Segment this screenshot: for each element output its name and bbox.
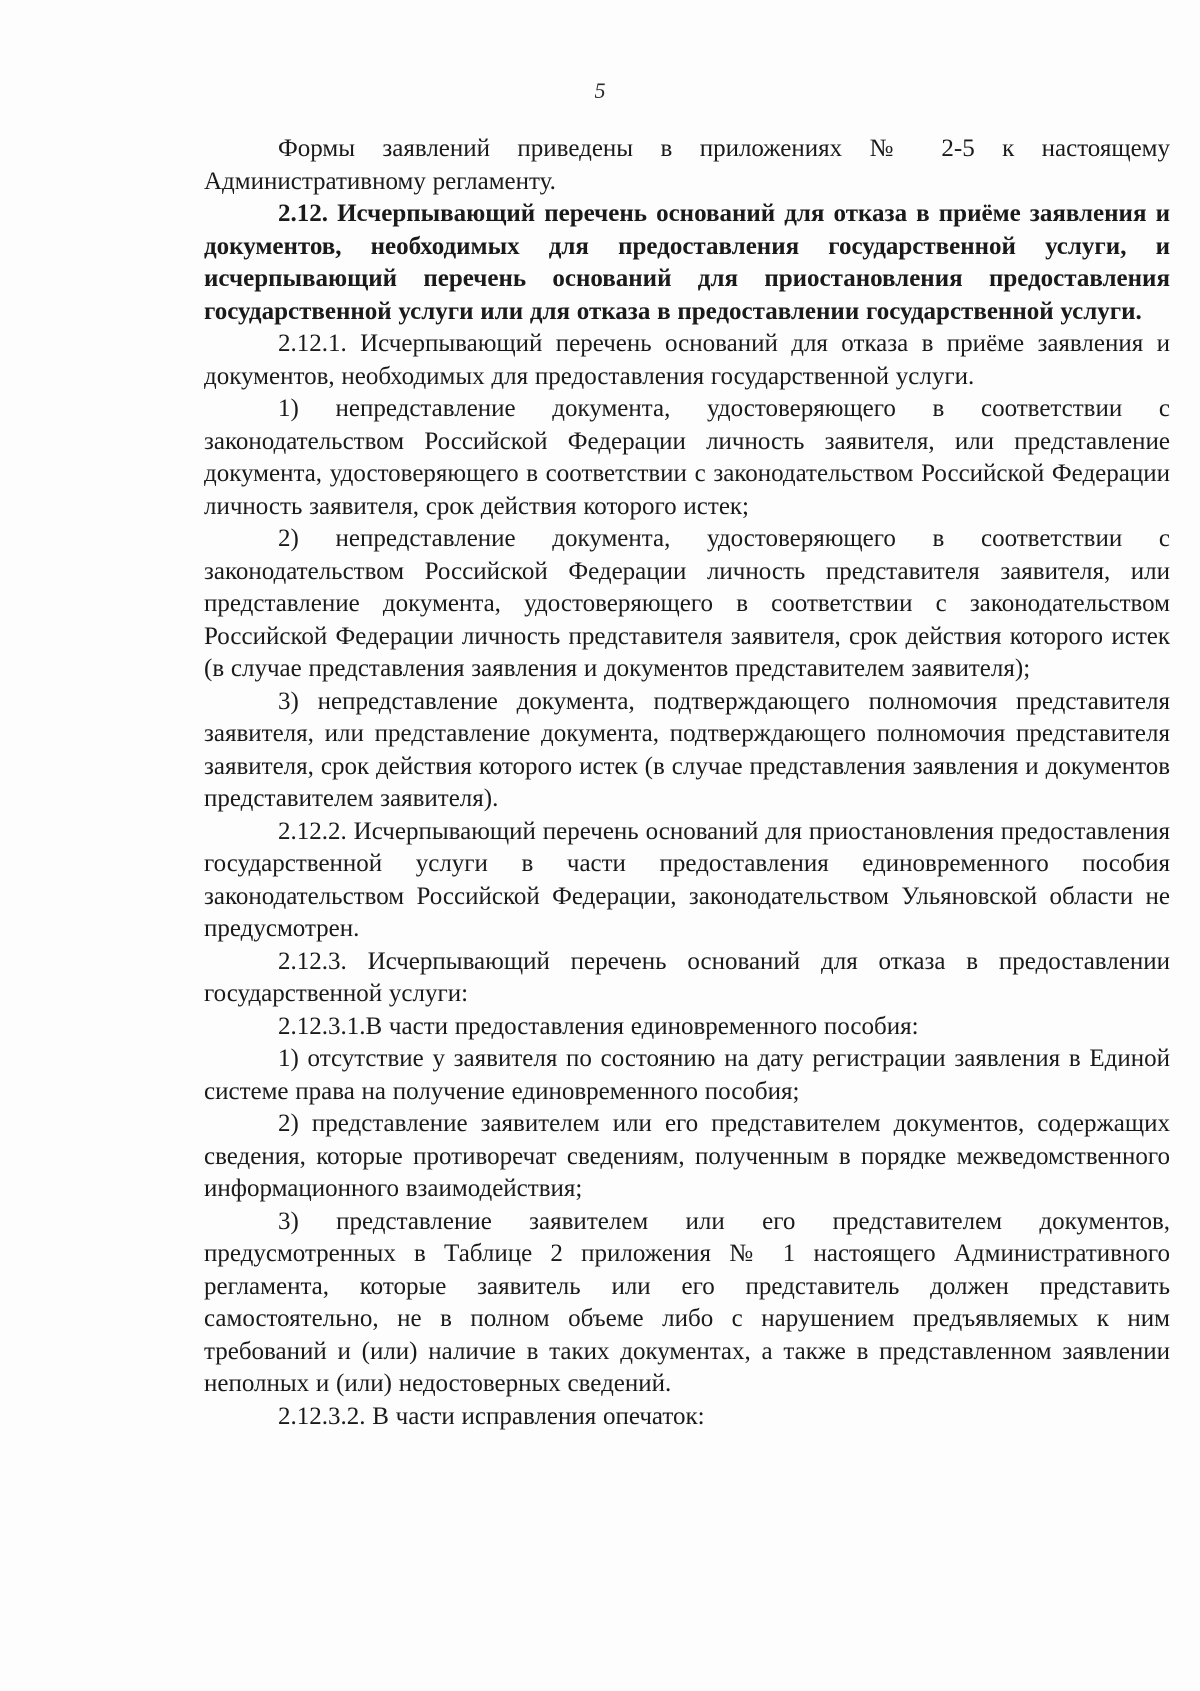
document-body [204,133,1170,1433]
paragraph-2-12-2: 2.12.2. Исчерпывающий перечень оснований для приостановления предоставления государственной услуги в части предоставления единовременного пособия законодательством Российской Федерации, законодательством Ульяновской области не предусмотрен. [204,817,1170,942]
paragraph-2-12-3-1: 2.12.3.1.В части предоставления единовременного пособия: [278,1012,919,1040]
list-item-2-12-3-1-2: 2) представление заявителем или его представителем документов, содержащих сведения, которые противоречат сведениям, полученным в порядке межведомственного информационного взаимодействия; [204,1110,1170,1202]
paragraph-2-12-3-2: 2.12.3.2. В части исправления опечаток: [278,1402,705,1430]
list-item-2-12-1-3: 3) непредставление документа, подтверждающего полномочия представителя заявителя, или представление документа, подтверждающего полномочия представителя заявителя, срок действия которого истек (в случае представления заявления и документов представителем заявителя). [204,687,1170,812]
paragraph-forms-note: Формы заявлений приведены в приложениях № 2-5 к настоящему Административному регламенту. [204,135,1170,195]
paragraph-2-12-3: 2.12.3. Исчерпывающий перечень оснований для отказа в предоставлении государственной услуги: [204,947,1170,1007]
list-item-2-12-1-1: 1) непредставление документа, удостоверяющего в соответствии с законодательством Российской Федерации личность заявителя, или представление документа, удостоверяющего в соответствии с законодательством Российской Федерации личность заявителя, срок действия которого истек; [204,395,1170,520]
section-heading-2-12: 2.12. Исчерпывающий перечень оснований для отказа в приёме заявления и документов, необходимых для предоставления государственной услуги, и исчерпывающий перечень оснований для приостановления предоставления государственной услуги или для отказа в предоставлении государственной услуги. [204,200,1170,325]
paragraph-2-12-1: 2.12.1. Исчерпывающий перечень оснований для отказа в приёме заявления и документов, необходимых для предоставления государственной услуги. [204,330,1170,390]
list-item-2-12-3-1-1: 1) отсутствие у заявителя по состоянию на дату регистрации заявления в Единой системе права на получение единовременного пособия; [204,1045,1170,1105]
list-item-2-12-3-1-3: 3) представление заявителем или его представителем документов, предусмотренных в Таблице 2 приложения № 1 настоящего Административного регламента, которые заявитель или его представитель должен представить самостоятельно, не в полном объеме либо с нарушением предъявляемых к ним требований и (или) наличие в таких документах, а также в представленном заявлении неполных и (или) недостоверных сведений. [204,1207,1170,1397]
page-number: 5 [594,78,606,103]
list-item-2-12-1-2: 2) непредставление документа, удостоверяющего в соответствии с законодательством Российской Федерации личность представителя заявителя, или представление документа, удостоверяющего в соответствии с законодательством Российской Федерации личность представителя заявителя, срок действия которого истек (в случае представления заявления и документов представителем заявителя); [204,525,1170,682]
